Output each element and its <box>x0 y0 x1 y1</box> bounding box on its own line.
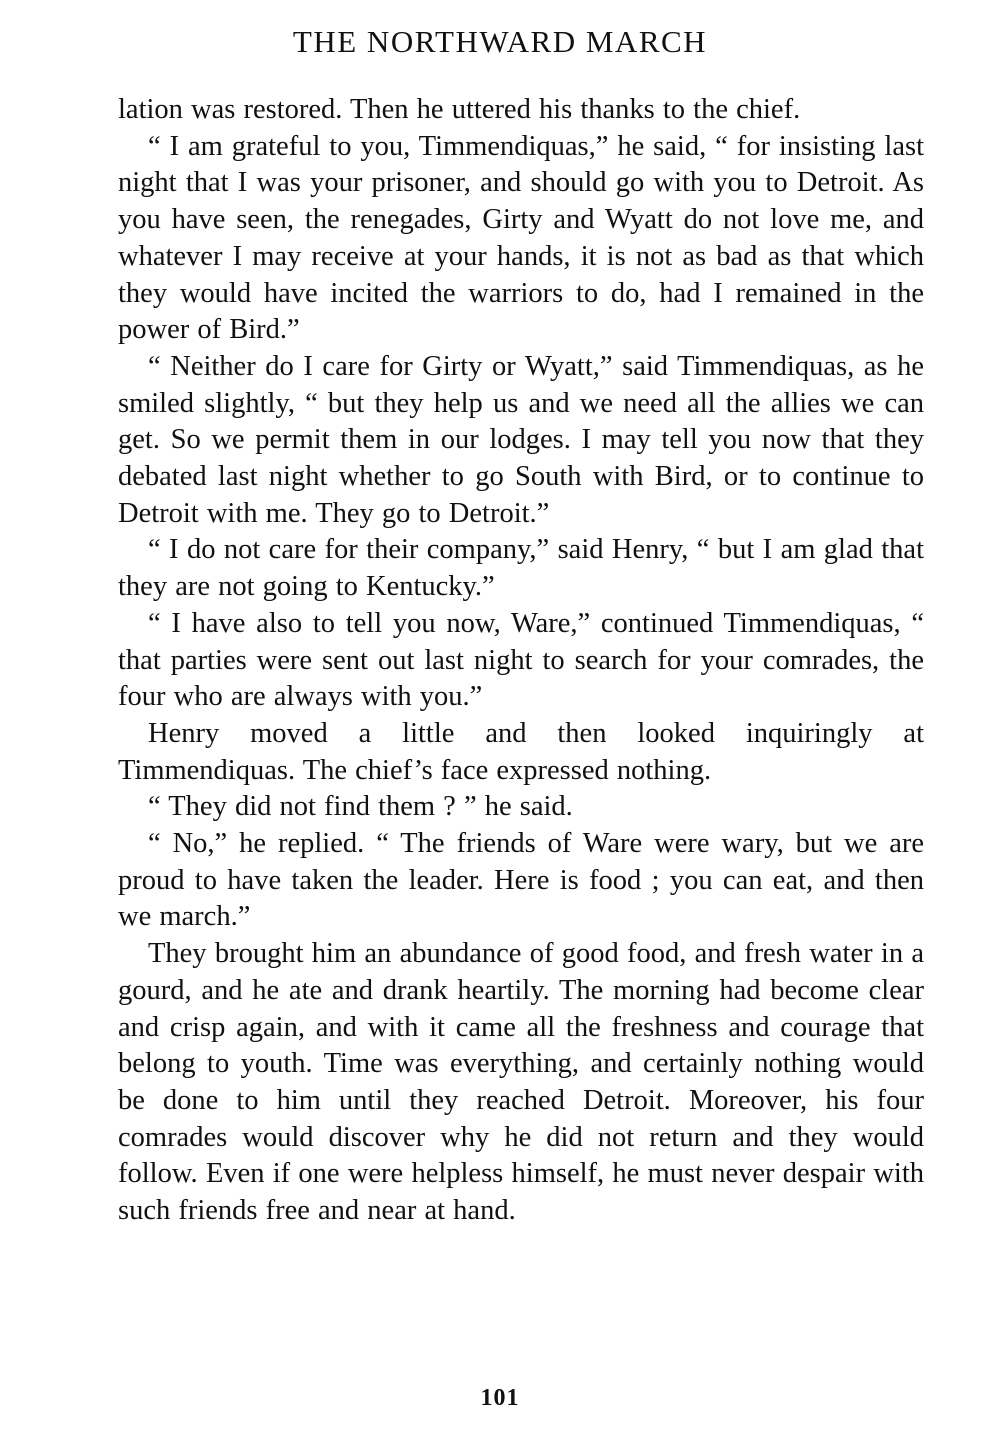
paragraph: “ They did not find them ? ” he said. <box>148 791 573 823</box>
paragraph: “ I am grateful to you, Timmendiquas,” he said, “ for insisting last night that I was your prisoner, and should go with you to Detroit. As you have seen, the renegades, Girty and Wyatt do not love me, and whatever I may receive at your hands, it is not as bad as that which they would have incited the warriors to do, had I remained in the power of Bird.” <box>118 130 924 346</box>
paragraph: Henry moved a little and then looked inquiringly at Timmendiquas. The chief’s face expressed nothing. <box>118 717 924 786</box>
paragraph: “ I do not care for their company,” said Henry, “ but I am glad that they are not going to Kentucky.” <box>118 534 924 603</box>
paragraph-continuation: lation was restored. Then he uttered his thanks to the chief. <box>118 94 801 125</box>
paragraph: “ No,” he replied. “ The friends of Ware were wary, but we are proud to have taken the leader. Here is food ; you can eat, and then we march.” <box>118 828 924 933</box>
paragraph: They brought him an abundance of good food, and fresh water in a gourd, and he ate and drank heartily. The morning had become clear and crisp again, and with it came all the freshness and courage that belong to youth. Time was everything, and certainly nothing would be done to him until they reached Detroit. Moreover, his four comrades would discover why he did not return and they would follow. Even if one were helpless himself, he must never despair with such friends free and near at hand. <box>118 938 924 1227</box>
body-text <box>118 92 924 1230</box>
paragraph: “ I have also to tell you now, Ware,” continued Timmendiquas, “ that parties were sent out last night to search for your comrades, the four who are always with you.” <box>118 607 924 713</box>
running-head: THE NORTHWARD MARCH <box>292 24 708 59</box>
page-number: 101 <box>480 1385 520 1411</box>
paragraph: “ Neither do I care for Girty or Wyatt,” said Timmendiquas, as he smiled slightly, “ but they help us and we need all the allies we can get. So we permit them in our lodges. I may tell you now that they debated last night whether to go South with Bird, or to continue to Detroit with me. They go to Detroit.” <box>118 350 924 529</box>
